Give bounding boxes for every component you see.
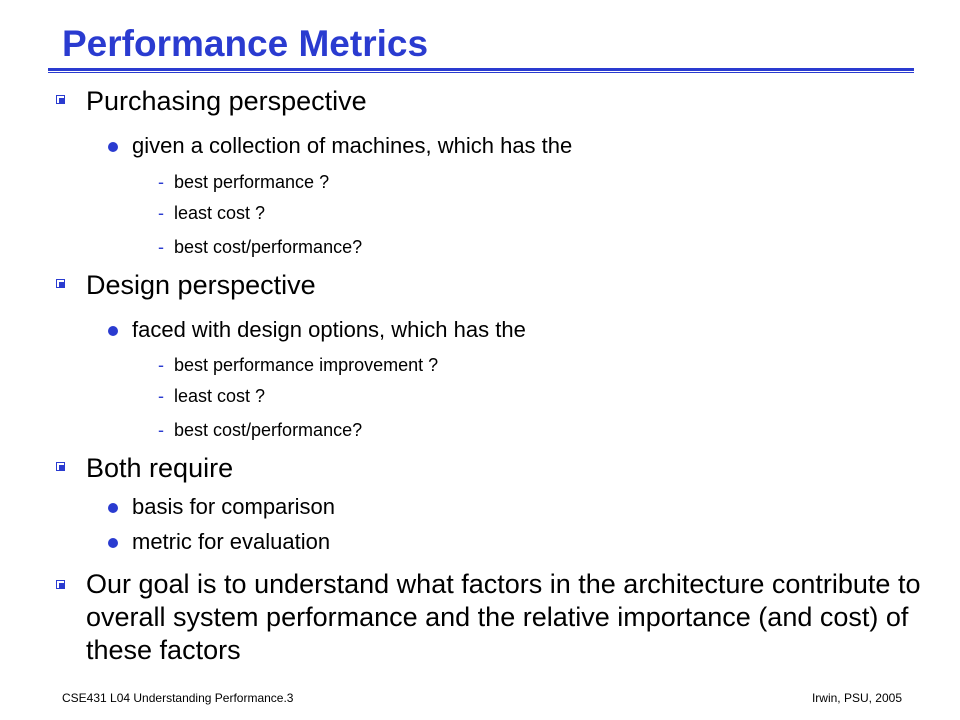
square-bullet-icon [56,279,65,288]
list-item-text: best performance ? [174,172,330,192]
list-item-text: best cost/performance? [174,420,363,440]
round-bullet-icon [108,326,118,336]
footer-course: CSE431 L04 Understanding Performance.3 [62,691,294,705]
dash-marker: - [158,386,164,406]
list-item-text: best performance improvement ? [174,355,439,375]
round-bullet-icon [108,142,118,152]
title-underline-thick [48,68,914,71]
goal-paragraph: Our goal is to understand what factors in the architecture contribute to overall system performance and the relative importance (and cost) of these factors [86,569,921,665]
dash-marker: - [158,420,164,440]
slide-title: Performance Metrics [62,23,429,64]
sub-bullet-text: faced with design options, which has the [132,317,526,342]
sub-bullet-text: metric for evaluation [132,529,331,554]
list-item-text: least cost ? [174,386,266,406]
round-bullet-icon [108,538,118,548]
square-bullet-icon [56,95,65,104]
list-item-text: least cost ? [174,203,266,223]
sub-bullet-text: given a collection of machines, which has the [132,133,573,158]
dash-marker: - [158,355,164,375]
dash-marker: - [158,237,164,257]
bullet-text: Purchasing perspective [86,86,367,116]
square-bullet-icon [56,580,65,589]
bullet-text: Both require [86,453,234,483]
bullet-text: Design perspective [86,270,316,300]
footer-author: Irwin, PSU, 2005 [811,691,902,705]
dash-marker: - [158,203,164,223]
sub-bullet-text: basis for comparison [132,494,335,519]
dash-marker: - [158,172,164,192]
title-underline-thin [48,72,914,73]
square-bullet-icon [56,462,65,471]
round-bullet-icon [108,503,118,513]
list-item-text: best cost/performance? [174,237,363,257]
